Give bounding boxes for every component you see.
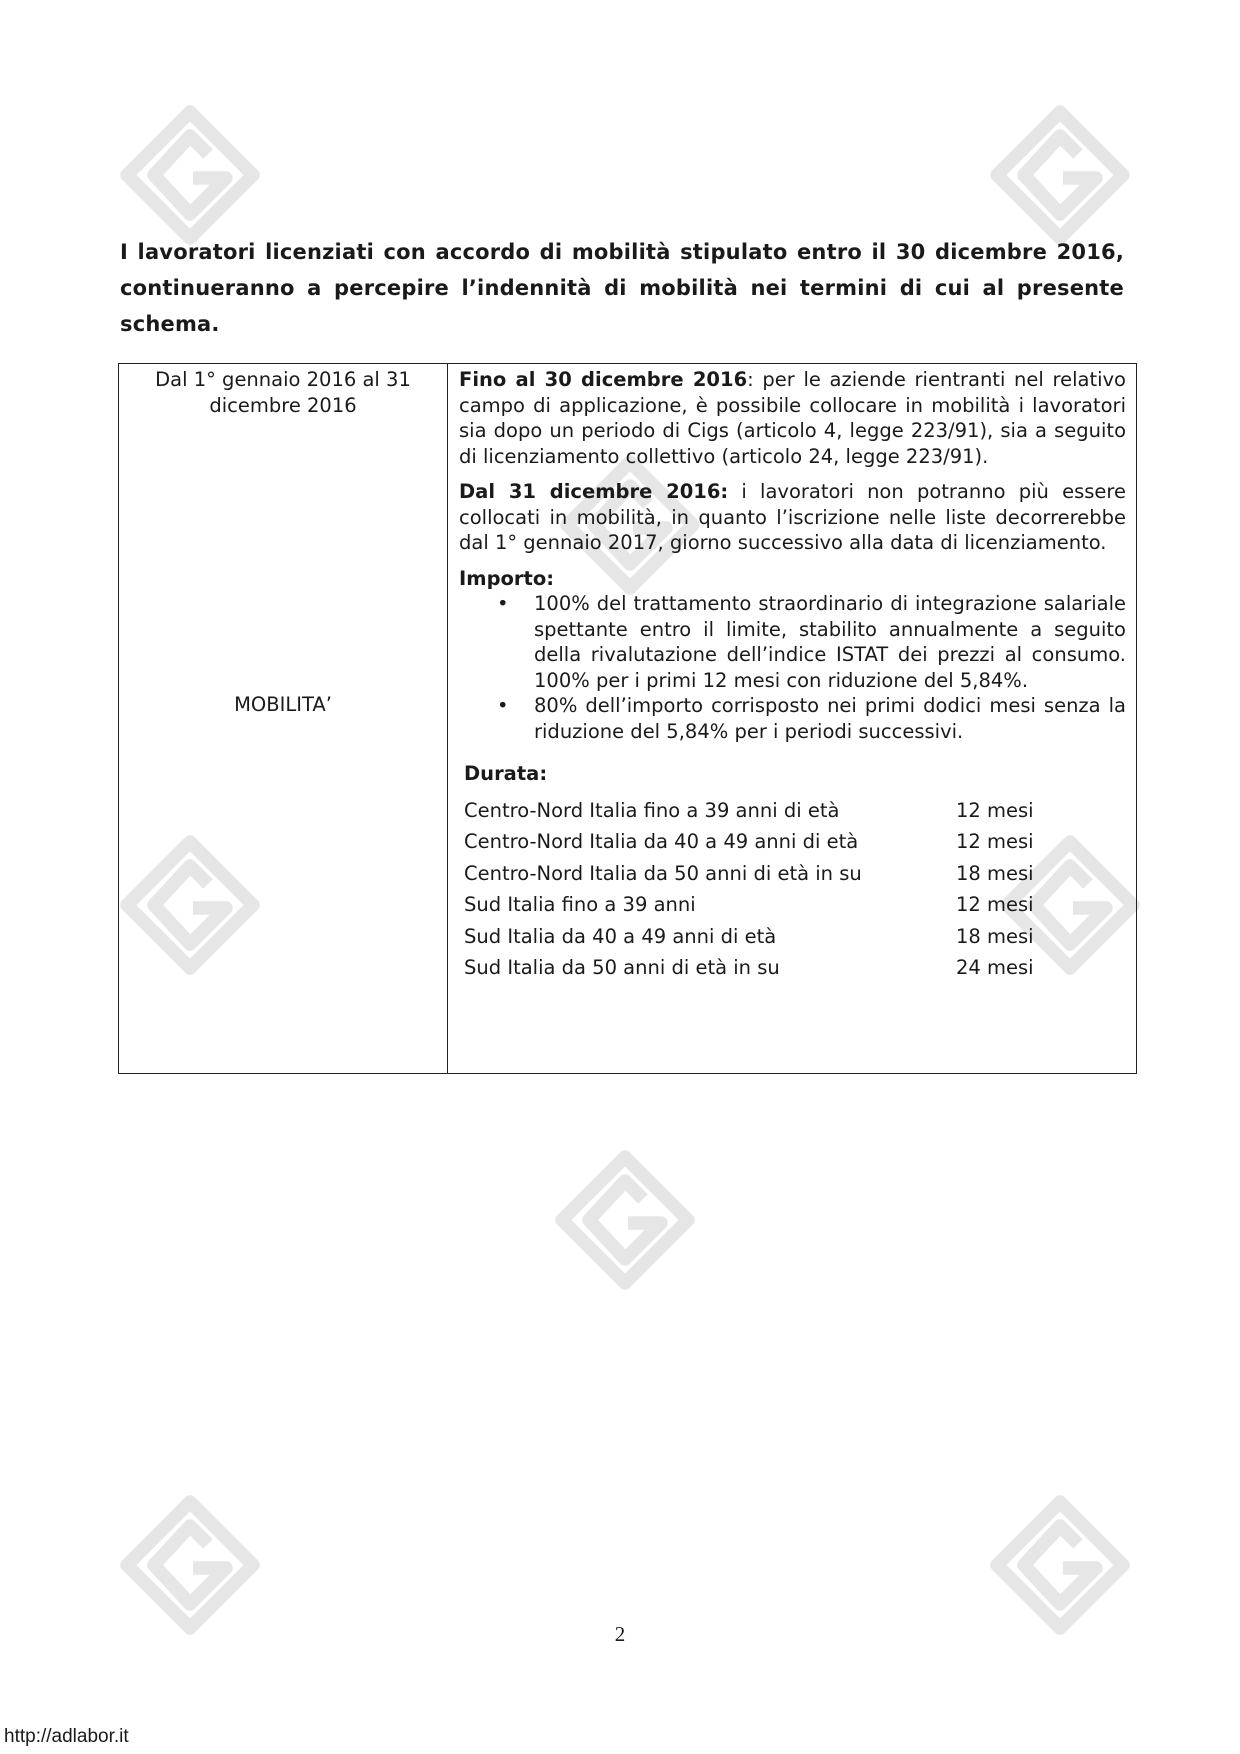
- watermark-logo-icon: [115, 100, 265, 250]
- bullet-icon: •: [497, 694, 509, 717]
- table-row: [464, 921, 1056, 953]
- list-item: [497, 693, 1126, 744]
- table-row: [464, 889, 1056, 921]
- paragraph-bold-lead: Fino al 30 dicembre 2016: [459, 368, 748, 391]
- durata-table: [464, 795, 1056, 984]
- list-item-text: 80% dell’importo corrisposto nei primi dodici mesi senza la riduzione del 5,84% per i periodi successivi.: [534, 694, 1126, 743]
- durata-months: 12 mesi: [956, 798, 1034, 822]
- paragraph-text: i lavoratori non potranno più essere collocati in mobilità, in quanto l’iscrizione nelle liste decorrerebbe dal 1° gennaio 2017, giorno successivo alla data di licenziamento.: [459, 480, 1126, 554]
- bullet-icon: •: [497, 592, 509, 615]
- table-row: [464, 795, 1056, 827]
- mobility-scheme-table: [118, 363, 1137, 1074]
- durata-months: 12 mesi: [956, 893, 1034, 916]
- durata-category: Centro-Nord Italia da 50 anni di età in su: [464, 861, 862, 885]
- importo-heading: Importo:: [459, 566, 555, 590]
- durata-months: 24 mesi: [956, 956, 1034, 979]
- durata-months: 18 mesi: [956, 861, 1034, 885]
- paragraph-until-december: [459, 367, 1126, 469]
- right-column-cell: [448, 364, 1137, 1074]
- durata-category: Centro-Nord Italia fino a 39 anni di età: [464, 798, 840, 822]
- importo-list: [459, 591, 1126, 744]
- table-row: [464, 826, 1056, 858]
- intro-line: I lavoratori licenziati con accordo di mobilità stipulato entro il 30 dicembre 2016,: [120, 240, 1124, 264]
- page-number: 2: [614, 1622, 626, 1646]
- list-item-text: 100% del trattamento straordinario di integrazione salariale spettante entro il limite, stabilito annualmente a seguito della rivalutazione dell’indice ISTAT dei prezzi al consumo. 100% per i primi 12 mesi con riduzione del 5,84%.: [534, 592, 1126, 692]
- footer-url-link[interactable]: http://adlabor.it: [4, 1726, 129, 1747]
- watermark-logo-icon: [985, 1490, 1135, 1640]
- intro-line: continueranno a percepire l’indennità di mobilità nei termini di cui al presente schema.: [120, 276, 1124, 336]
- watermark-logo-icon: [550, 1145, 700, 1295]
- period-label: Dal 1° gennaio 2016 al 31 dicembre 2016: [155, 368, 411, 417]
- paragraph-bold-lead: Dal 31 dicembre 2016:: [459, 480, 729, 503]
- durata-heading: Durata:: [464, 762, 548, 785]
- watermark-logo-icon: [115, 1490, 265, 1640]
- mobility-label: MOBILITA’: [234, 693, 332, 716]
- durata-category: Centro-Nord Italia da 40 a 49 anni di età: [464, 830, 859, 853]
- durata-category: Sud Italia da 40 a 49 anni di età: [464, 924, 777, 948]
- table-row: [464, 858, 1056, 890]
- intro-paragraph: [120, 234, 1124, 342]
- durata-months: 18 mesi: [956, 924, 1034, 948]
- list-item: [497, 591, 1126, 693]
- watermark-logo-icon: [985, 100, 1135, 250]
- durata-category: Sud Italia da 50 anni di età in su: [464, 956, 780, 979]
- paragraph-from-december: [459, 479, 1126, 556]
- paragraph-text: : per le aziende rientranti nel relativo campo di applicazione, è possibile collocare in mobilità i lavoratori sia dopo un periodo di Cigs (articolo 4, legge 223/91), sia a seguito di licenziamento collettivo (articolo 24, legge 223/91).: [459, 368, 1126, 468]
- durata-category: Sud Italia fino a 39 anni: [464, 893, 696, 916]
- left-column-cell: [119, 364, 448, 1074]
- table-row: [464, 952, 1056, 984]
- durata-months: 12 mesi: [956, 830, 1034, 853]
